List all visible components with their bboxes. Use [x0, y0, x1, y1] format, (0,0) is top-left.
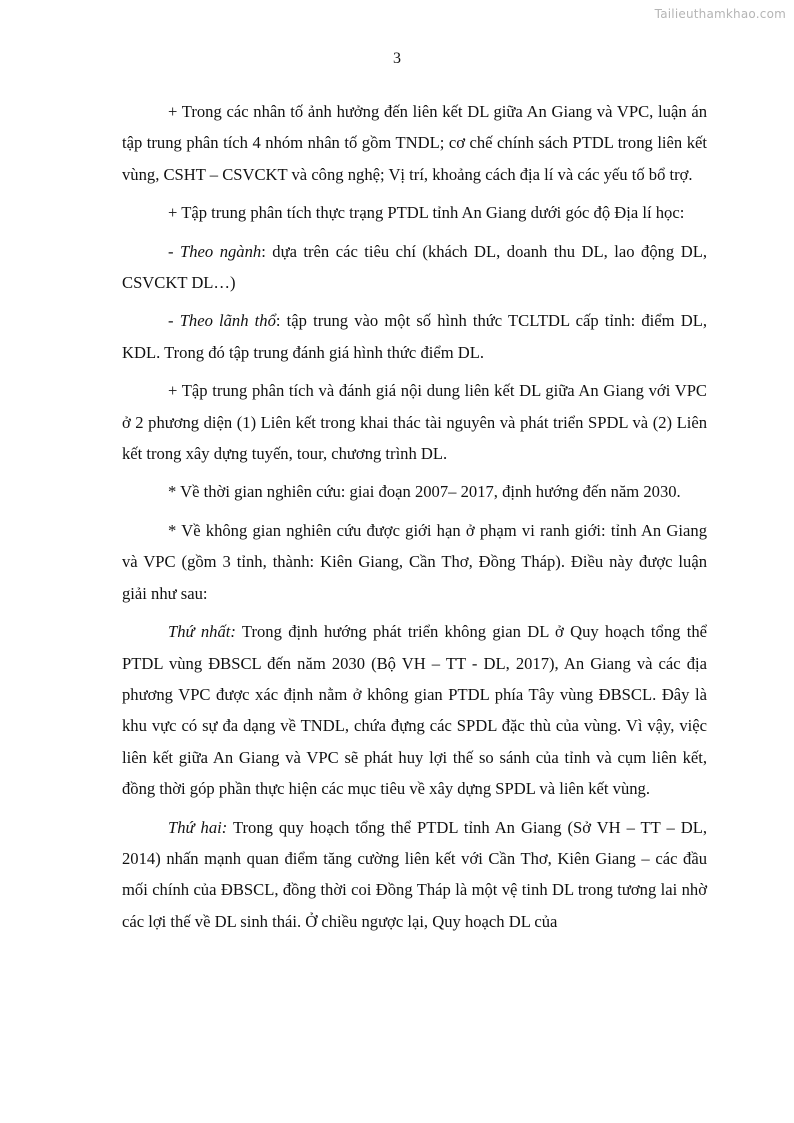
paragraph-text: Trong định hướng phát triển không gian DL ở Quy hoạch tổng thể PTDL vùng ĐBSCL đến năm 2030 (Bộ VH – TT - DL, 2017), An Giang và các địa phương VPC được xác định nằm ở không gian PTDL phía Tây vùng ĐBSCL. Đây là khu vực có sự đa dạng về TNDL, chứa đựng các SPDL đặc thù của vùng. Vì vậy, việc liên kết giữa An Giang và VPC sẽ phát huy lợi thế so sánh của tỉnh và cụm liên kết, đồng thời góp phần thực hiện các mục tiêu về xây dựng SPDL và liên kết vùng.	[122, 622, 707, 799]
paragraph-prefix: -	[168, 241, 181, 261]
paragraph-space-scope	[122, 515, 707, 609]
watermark: Tailieuthamkhao.com	[654, 7, 786, 21]
paragraph-lead: Thứ nhất:	[168, 622, 236, 642]
page-number: 3	[393, 50, 401, 67]
paragraph-by-territory	[122, 305, 707, 368]
paragraph-status	[122, 197, 707, 228]
paragraph-text: * Về không gian nghiên cứu được giới hạn ở phạm vi ranh giới: tỉnh An Giang và VPC (gồm 3 tỉnh, thành: Kiên Giang, Cần Thơ, Đồng Tháp). Điều này được luận giải như sau:	[122, 520, 707, 603]
paragraph-prefix: -	[168, 311, 180, 331]
paragraph-time-scope	[122, 476, 707, 507]
paragraph-lead: Theo lãnh thổ	[179, 311, 276, 331]
paragraph-linkage-content	[122, 375, 707, 469]
paragraph-text: : dựa trên các tiêu chí (khách DL, doanh thu DL, lao động DL, CSVCKT DL…)	[122, 241, 707, 293]
paragraph-text: * Về thời gian nghiên cứu: giai đoạn 2007– 2017, định hướng đến năm 2030.	[168, 482, 681, 502]
paragraph-text: Trong quy hoạch tổng thể PTDL tỉnh An Giang (Sở VH – TT – DL, 2014) nhấn mạnh quan điểm tăng cường liên kết với Cần Thơ, Kiên Giang – các đầu mối chính của ĐBSCL, đồng thời coi Đồng Tháp là một vệ tinh DL trong tương lai nhờ các lợi thế về DL sinh thái. Ở chiều ngược lại, Quy hoạch DL của	[122, 817, 707, 931]
paragraph-lead: Theo ngành	[180, 241, 262, 261]
paragraph-first-reason	[122, 616, 707, 804]
paragraph-text: + Tập trung phân tích và đánh giá nội dung liên kết DL giữa An Giang với VPC ở 2 phương diện (1) Liên kết trong khai thác tài nguyên và phát triển SPDL và (2) Liên kết trong xây dựng tuyến, tour, chương trình DL.	[122, 381, 707, 464]
paragraph-text: + Tập trung phân tích thực trạng PTDL tỉnh An Giang dưới góc độ Địa lí học:	[168, 203, 685, 223]
paragraph-lead: Thứ hai:	[168, 817, 228, 837]
paragraph-text: : tập trung vào một số hình thức TCLTDL cấp tỉnh: điểm DL, KDL. Trong đó tập trung đánh giá hình thức điểm DL.	[122, 311, 707, 362]
paragraph-by-sector	[122, 236, 707, 299]
document-body	[122, 96, 707, 944]
paragraph-second-reason	[122, 812, 707, 938]
paragraph-factors	[122, 96, 707, 190]
paragraph-text: + Trong các nhân tố ảnh hưởng đến liên kết DL giữa An Giang và VPC, luận án tập trung phân tích 4 nhóm nhân tố gồm TNDL; cơ chế chính sách PTDL trong liên kết vùng, CSHT – CSVCKT và công nghệ; Vị trí, khoảng cách địa lí và các yếu tố bổ trợ.	[122, 102, 707, 184]
